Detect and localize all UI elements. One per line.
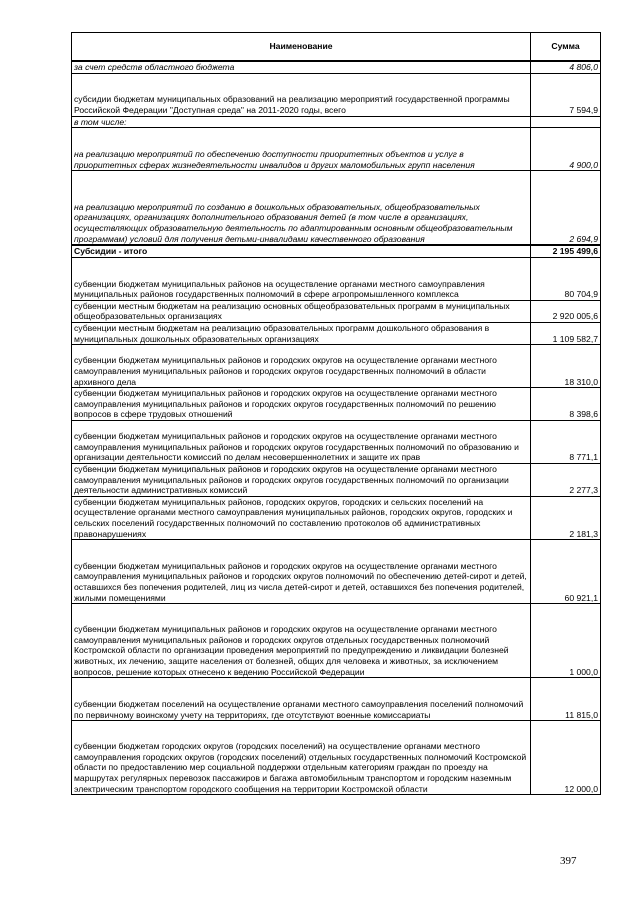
row-sum: 80 704,9 (531, 257, 601, 300)
table-row (72, 61, 601, 73)
row-sum: 8 771,1 (531, 420, 601, 463)
table-row (72, 171, 601, 246)
row-sum: 2 920 005,6 (531, 300, 601, 322)
budget-table (71, 32, 601, 795)
table-row (72, 604, 601, 678)
table-row (72, 116, 601, 128)
row-name: субвенции бюджетам муниципальных районов и городских округов на осуществление органами местного самоуправления муниципальных районов и городских округов государственных полномочий в области архивного дела (72, 345, 531, 388)
table-row (72, 257, 601, 300)
row-sum: 7 594,9 (531, 73, 601, 116)
row-sum: 12 000,0 (531, 721, 601, 795)
row-sum: 60 921,1 (531, 540, 601, 604)
row-name: субвенции бюджетам поселений на осуществление органами местного самоуправления поселений полномочий по первичному воинскому учету на территориях, где отсутствуют военные комиссариаты (72, 678, 531, 721)
table-row (72, 128, 601, 171)
row-name: субвенции бюджетам муниципальных районов и городских округов на осуществление органами местного самоуправления муниципальных районов и городских округов отдельных государственных полномочий Костромской области по организации проведения мероприятий по предупреждению и ликвидации болезней животных, их лечению, защите населения от болезней, общих для человека и животных, за исключением вопросов, решение которых отнесено к ведению Российской Федерации (72, 604, 531, 678)
table-row (72, 245, 601, 257)
table-row (72, 678, 601, 721)
row-name: субвенции бюджетам муниципальных районов и городских округов на осуществление органами местного самоуправления муниципальных районов и городских округов государственных полномочий по образованию и организации деятельности комиссий по делам несовершеннолетних и защите их прав (72, 420, 531, 463)
row-name: субвенции бюджетам городских округов (городских поселений) на осуществление органами местного самоуправления городских округов (городских поселений) отдельных государственных полномочий Костромской области по предоставлению мер социальной поддержки отдельным категориям граждан по проезду на маршрутах регулярных перевозок пассажиров и багажа автомобильным транспортом и городским наземным электрическим транспортом городского сообщения на территории Костромской области (72, 721, 531, 795)
table-row (72, 420, 601, 463)
table-row (72, 388, 601, 421)
row-name: субвенции местным бюджетам на реализацию основных общеобразовательных программ в муниципальных общеобразовательных организациях (72, 300, 531, 322)
row-name: субвенции местным бюджетам на реализацию образовательных программ дошкольного образования в муниципальных дошкольных образовательных организациях (72, 322, 531, 344)
row-sum (531, 116, 601, 128)
row-sum: 4 900,0 (531, 128, 601, 171)
table-row (72, 721, 601, 795)
row-name: субвенции бюджетам муниципальных районов, городских округов, городских и сельских поселений на осуществление органами местного самоуправления муниципальных районов, городских округов, городских и сельских поселений государственных полномочий по составлению протоколов об административных правонарушениях (72, 496, 531, 539)
row-sum: 1 109 582,7 (531, 322, 601, 344)
row-name: в том числе: (72, 116, 531, 128)
table-row (72, 496, 601, 539)
column-header-sum: Сумма (531, 33, 601, 62)
column-header-name: Наименование (72, 33, 531, 62)
row-name: субвенции бюджетам муниципальных районов и городских округов на осуществление органами местного самоуправления муниципальных районов и городских округов государственных полномочий по организации деятельности административных комиссий (72, 463, 531, 496)
table-row (72, 463, 601, 496)
row-sum: 11 815,0 (531, 678, 601, 721)
row-sum: 8 398,6 (531, 388, 601, 421)
table-row (72, 540, 601, 604)
row-sum: 1 000,0 (531, 604, 601, 678)
page-number: 397 (560, 855, 577, 867)
row-sum: 2 195 499,6 (531, 245, 601, 257)
row-name: субвенции бюджетам муниципальных районов на осуществление органами местного самоуправления муниципальных районов государственных полномочий в сфере агропромышленного комплекса (72, 257, 531, 300)
table-row (72, 300, 601, 322)
row-sum: 2 181,3 (531, 496, 601, 539)
row-name: субсидии бюджетам муниципальных образований на реализацию мероприятий государственной программы Российской Федерации "Доступная среда" на 2011-2020 годы, всего (72, 73, 531, 116)
row-sum: 18 310,0 (531, 345, 601, 388)
table-row (72, 322, 601, 344)
row-sum: 2 694,9 (531, 171, 601, 246)
row-name: субвенции бюджетам муниципальных районов и городских округов на осуществление органами местного самоуправления муниципальных районов и городских округов государственных полномочий по решению вопросов в сфере трудовых отношений (72, 388, 531, 421)
row-name: на реализацию мероприятий по созданию в дошкольных образовательных, общеобразовательных организациях, организациях дополнительного образования детей (в том числе в организациях, осуществляющих образовательную деятельность по адаптированным основным общеобразовательным программам) условий для получения детьми-инвалидами качественного образования (72, 171, 531, 246)
row-name: на реализацию мероприятий по обеспечению доступности приоритетных объектов и услуг в приоритетных сферах жизнедеятельности инвалидов и других маломобильных групп населения (72, 128, 531, 171)
table-row (72, 73, 601, 116)
row-name: за счет средств областного бюджета (72, 61, 531, 73)
row-name: Субсидии - итого (72, 245, 531, 257)
table-row (72, 345, 601, 388)
row-sum: 2 277,3 (531, 463, 601, 496)
row-sum: 4 806,0 (531, 61, 601, 73)
table-header-row (72, 33, 601, 62)
row-name: субвенции бюджетам муниципальных районов и городских округов на осуществление органами местного самоуправления муниципальных районов и городских округов полномочий по обеспечению детей-сирот и детей, оставшихся без попечения родителей, лиц из числа детей-сирот и детей, оставшихся без попечения родителей, жилыми помещениями (72, 540, 531, 604)
table-body (72, 61, 601, 795)
